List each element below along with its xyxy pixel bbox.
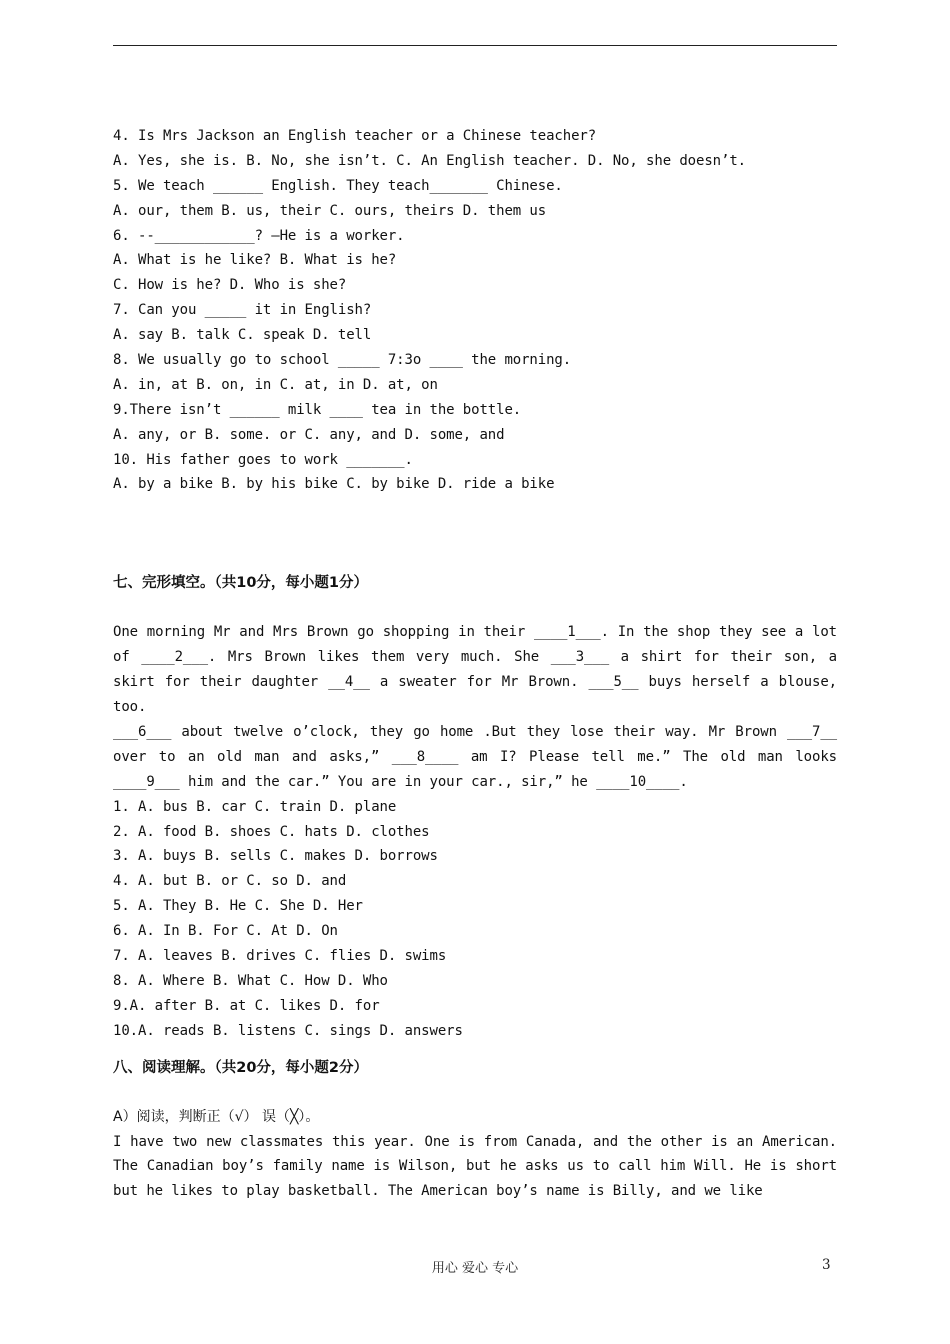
- cloze-option-line: 10.A. reads B. listens C. sings D. answers: [113, 1022, 463, 1039]
- question-line: A. in, at B. on, in C. at, in D. at, on: [113, 376, 438, 393]
- question-line: 6. --____________? –He is a worker.: [113, 227, 405, 244]
- section-8-heading: 八、阅读理解。（共20分，每小题2分）: [113, 1059, 369, 1076]
- cloze-option-line: 1. A. bus B. car C. train D. plane: [113, 798, 397, 815]
- cloze-option-line: 6. A. In B. For C. At D. On: [113, 923, 338, 940]
- page-number: 3: [822, 1257, 831, 1273]
- question-line: A. say B. talk C. speak D. tell: [113, 327, 372, 344]
- question-line: A. by a bike B. by his bike C. by bike D. ride a bike: [113, 476, 555, 493]
- cloze-option-line: 8. A. Where B. What C. How D. Who: [113, 972, 388, 989]
- question-line: A. any, or B. some. or C. any, and D. some, and: [113, 426, 505, 443]
- reading-passage: I have two new classmates this year. One is from Canada, and the other is an American. The Canadian boy’s family name is Wilson, but he asks us to call him Will. He is short but he likes to play basketball. The American boy’s name is Billy, and we like: [113, 1133, 837, 1200]
- question-line: 10. His father goes to work _______.: [113, 451, 413, 468]
- cloze-passage-paragraph-1: One morning Mr and Mrs Brown go shopping in their ____1___. In the shop they see a lot of ____2___. Mrs Brown likes them very much. She ___3___ a shirt for their son, a skirt for their daughter __4__ a sweater for Mr Brown. ___5__ buys herself a blouse, too.: [113, 624, 837, 716]
- cloze-passage-paragraph-2: ___6___ about twelve o’clock, they go home .But they lose their way. Mr Brown ___7__ over to an old man and asks,” ___8____ am I? Please tell me.” The old man looks ____9___ him and the car.” You are in your car., sir,” he ____10____.: [113, 723, 837, 790]
- cloze-option-line: 4. A. but B. or C. so D. and: [113, 873, 347, 890]
- cloze-option-line: 2. A. food B. shoes C. hats D. clothes: [113, 823, 430, 840]
- question-line: 8. We usually go to school _____ 7:3o ____ the morning.: [113, 352, 572, 369]
- page-content: [113, 124, 837, 1204]
- question-line: 9.There isn’t ______ milk ____ tea in the bottle.: [113, 401, 522, 418]
- question-line: 4. Is Mrs Jackson an English teacher or a Chinese teacher?: [113, 128, 597, 144]
- cloze-option-line: 7. A. leaves B. drives C. flies D. swims: [113, 948, 447, 965]
- question-line: C. How is he? D. Who is she?: [113, 277, 347, 294]
- footer-motto: 用心 爱心 专心: [431, 1261, 519, 1276]
- cloze-options-list: [113, 795, 837, 1044]
- question-line: A. our, them B. us, their C. ours, theirs D. them us: [113, 202, 547, 219]
- question-list-part1: [113, 124, 837, 497]
- cloze-passage: [113, 620, 837, 794]
- question-line: 7. Can you _____ it in English?: [113, 302, 372, 319]
- question-line: 5. We teach ______ English. They teach_______ Chinese.: [113, 177, 563, 194]
- cloze-option-line: 5. A. They B. He C. She D. Her: [113, 898, 363, 915]
- section-7-heading: 七、完形填空。（共10分，每小题1分）: [113, 575, 369, 592]
- question-line: A. Yes, she is. B. No, she isn’t. C. An English teacher. D. No, she doesn’t.: [113, 152, 746, 169]
- header-rule: [113, 45, 837, 46]
- cloze-option-line: 9.A. after B. at C. likes D. for: [113, 997, 380, 1014]
- question-line: A. What is he like? B. What is he?: [113, 252, 397, 269]
- cloze-option-line: 3. A. buys B. sells C. makes D. borrows: [113, 848, 438, 865]
- reading-instruction: A）阅读，判断正（√） 误（╳）。: [113, 1108, 320, 1125]
